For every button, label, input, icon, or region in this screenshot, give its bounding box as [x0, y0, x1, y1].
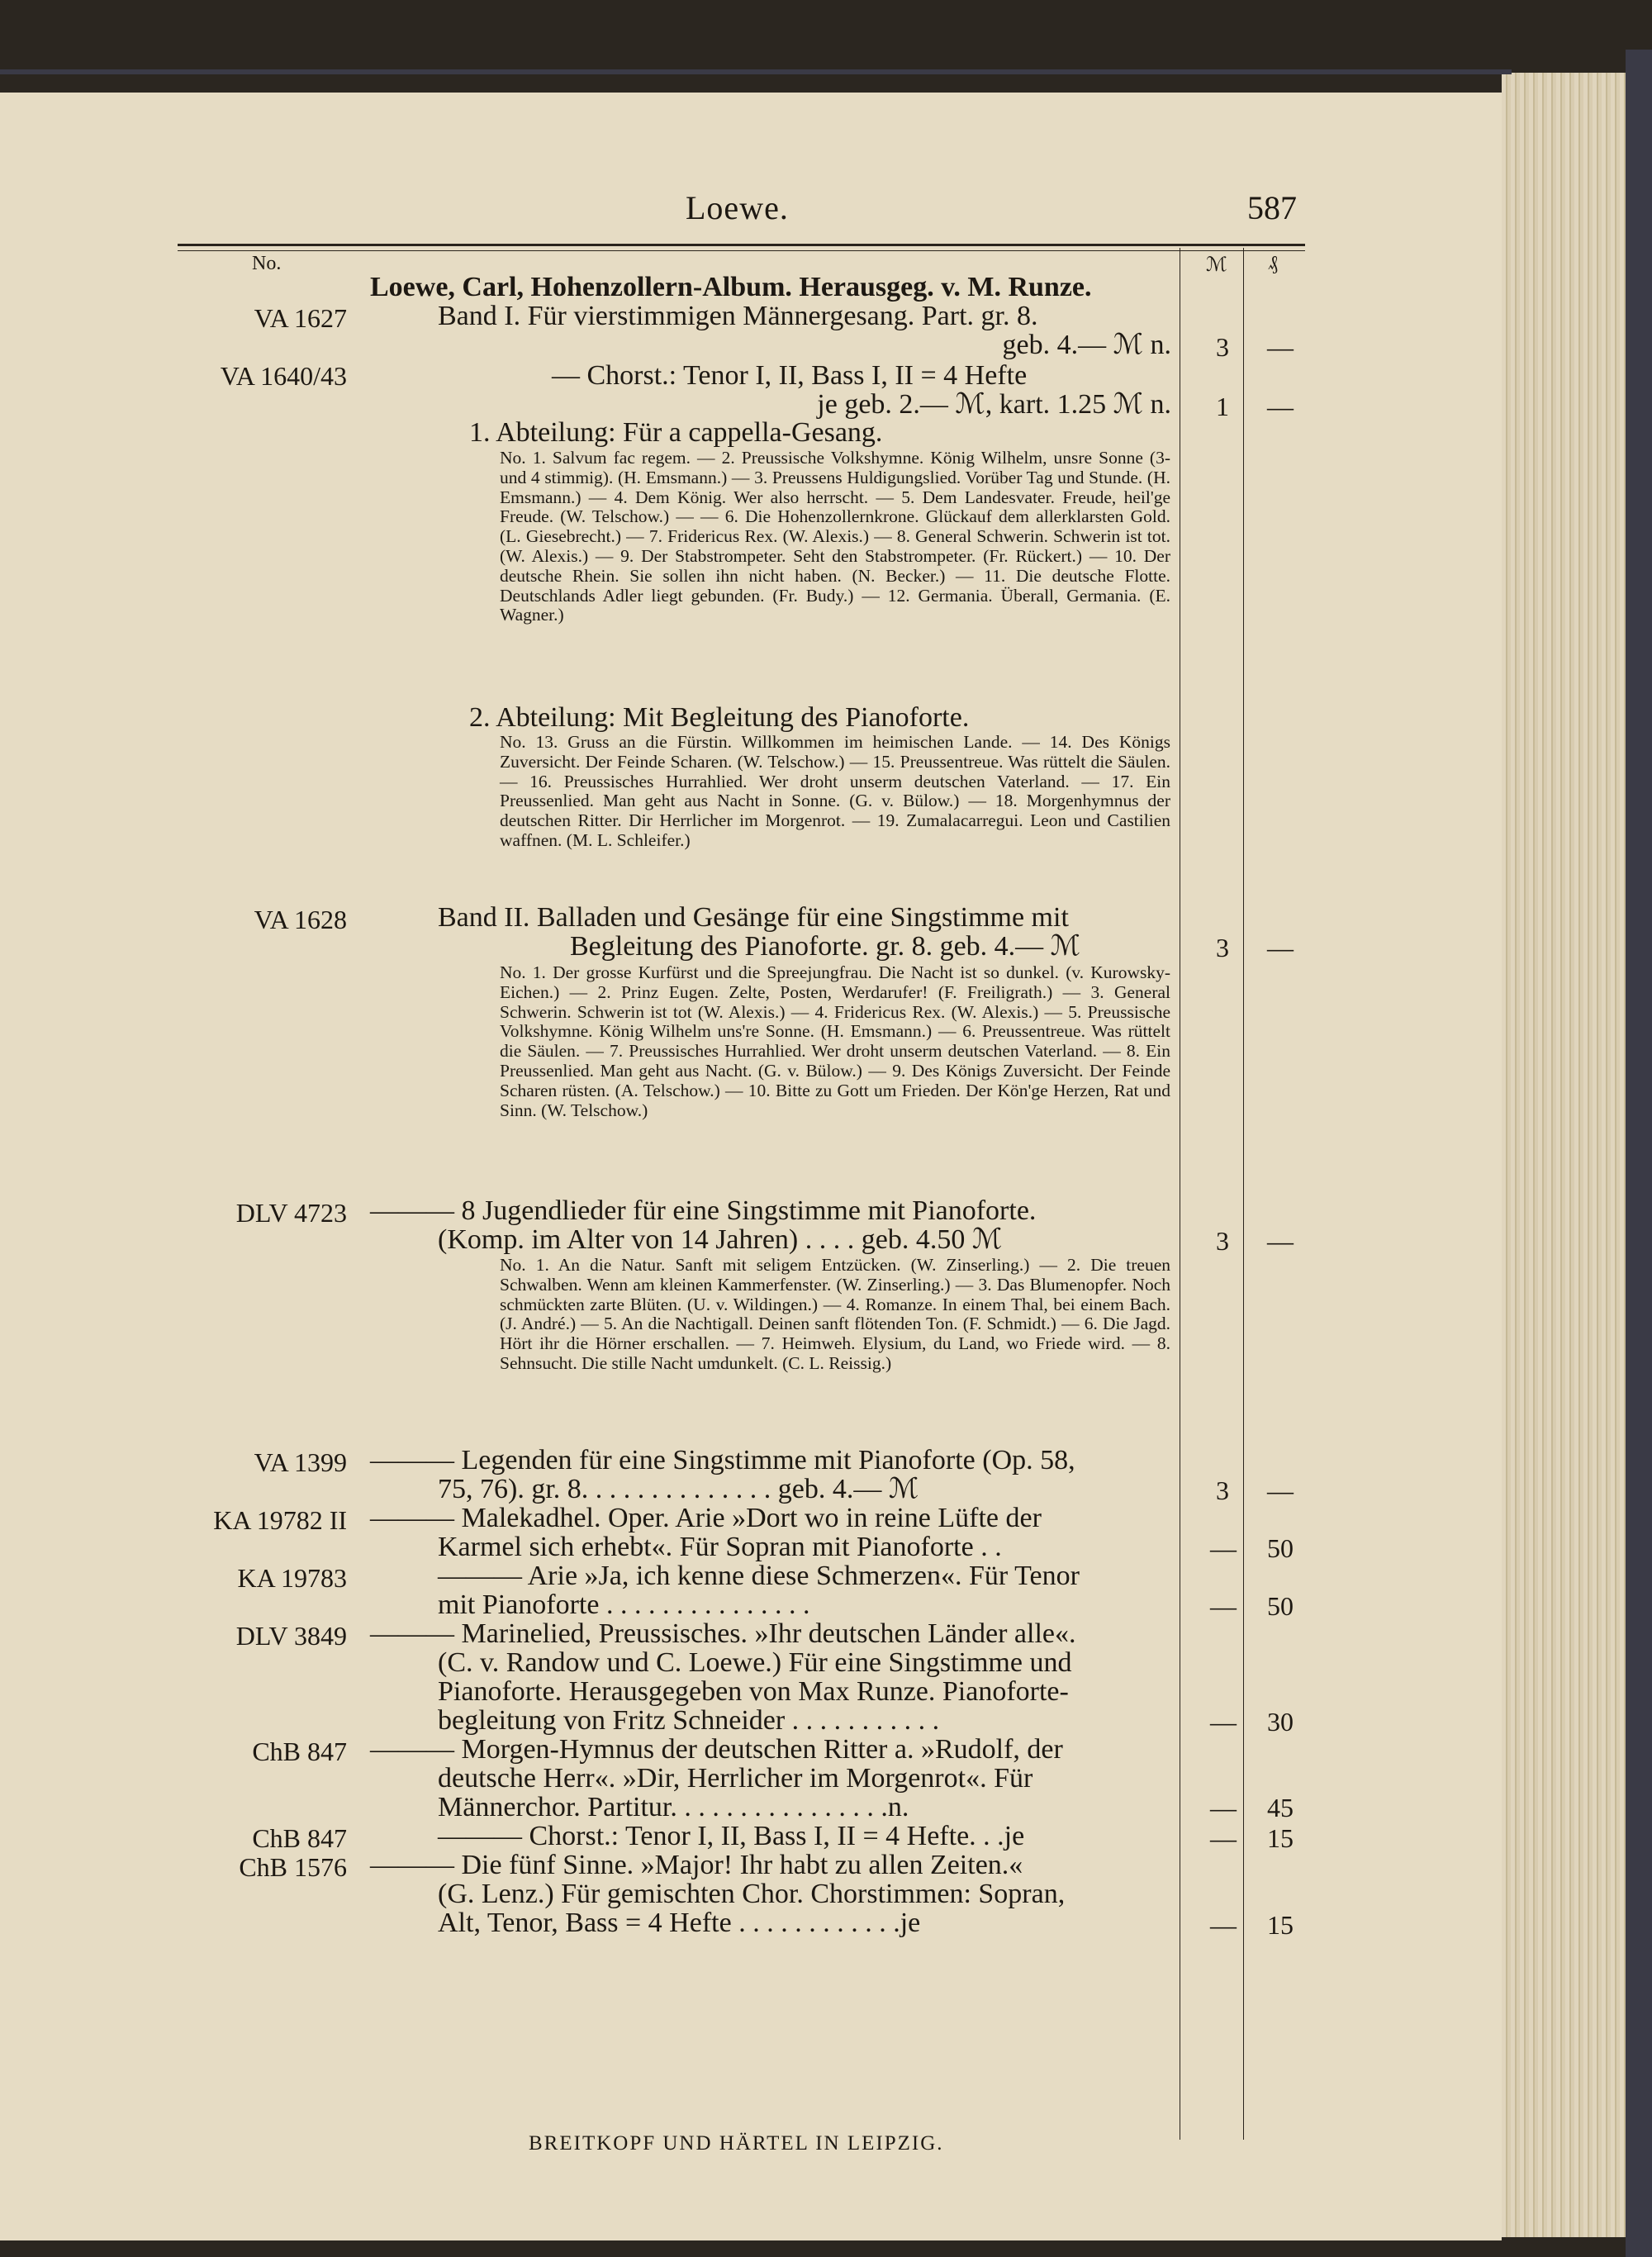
- entry-text: [552, 361, 1171, 419]
- header-rule-thick: [178, 244, 1305, 246]
- entry-line: ——— Legenden für eine Singstimme mit Pianoforte (Op. 58,: [370, 1445, 1075, 1475]
- price-mark: —: [1210, 1707, 1237, 1737]
- price-mark: —: [1210, 1793, 1237, 1822]
- price-pf: 45: [1267, 1793, 1294, 1822]
- column-divider-price: [1243, 248, 1244, 2140]
- section-heading: [469, 703, 1171, 732]
- price-mark: 3: [1216, 332, 1229, 362]
- entry-line: 75, 76). gr. 8. . . . . . . . . . . . . . geb. 4.— ℳ: [438, 1474, 919, 1504]
- contents-list: No. 13. Gruss an die Fürstin. Willkommen im heimischen Lande. — 14. Des Königs Zuversicht. Der Feinde Scharen. (W. Telschow.) — 15. Preussentreue. Was rüttelt die Säulen. — 16. Preussisches Hurrahlied. Wer droht unserm deutschen Vaterland. — 17. Ein Preussenlied. Man geht aus Nacht in Sonne. (G. v. Bülow.) — 18. Morgenhymnus der deutschen Ritter. Dir Herrlicher im Morgenrot. — 19. Zumalacarregui. Leon und Castilien waffnen. (M. L. Schleifer.): [500, 732, 1170, 850]
- page-number: 587: [1247, 189, 1297, 226]
- contents-list: No. 1. An die Natur. Sanft mit seligem Entzücken. (W. Zinserling.) — 2. Die treuen Schwalben. Wenn am kleinen Kammerfenster. (W. Zinserling.) — 3. Das Blumenopfer. Noch schmückten zarte Blüten. (U. v. Wildingen.) — 4. Romanze. In einem Thal, bei einem Bach. (J. André.) — 5. An die Nachtigall. Deinen sanft flötenden Ton. (F. Schmidt.) — 6. Die Jagd. Hört ihr die Hörner erschallen. — 7. Heimweh. Elysium, du Land, wo Friede wird. — 8. Sehnsucht. Die stille Nacht umdunkelt. (C. L. Reissig.): [500, 1255, 1170, 1373]
- contents-list: No. 1. Der grosse Kurfürst und die Spreejungfrau. Die Nacht ist so dunkel. (v. Kurowsky-Eichen.) — 2. Prinz Eugen. Zelte, Posten, Werdarufer! (F. Freiligrath.) — 3. General Schwerin. Schwerin ist tot (W. Alexis.) — 4. Fridericus Rex. (W. Alexis.) — 5. Preussische Volkshymne. König Wilhelm uns're Sonne. (H. Emsmann.) — 6. Preussentreue. Was rüttelt die Säulen. — 7. Preussisches Hurrahlied. Wer droht unserm deutschen Vaterland. — 8. Ein Preussenlied. Man geht aus Nacht. (G. v. Bülow.) — 9. Des Königs Zuversicht. Der Feinde Scharen rüsten. (A. Telschow.) — 10. Bitte zu Gott um Frieden. Der Kön'ge Herzen, Rat und Sinn. (W. Telschow.): [500, 962, 1170, 1120]
- entry-line: 1. Abteilung: Für a cappella-Gesang.: [469, 417, 883, 448]
- price-mark: 3: [1216, 1475, 1229, 1505]
- price-mark: 3: [1216, 1226, 1229, 1256]
- entry-line: ——— Malekadhel. Oper. Arie »Dort wo in reine Lüfte der: [370, 1503, 1042, 1533]
- catalog-number: KA 19782 II: [213, 1505, 347, 1535]
- catalog-number: ChB 847: [252, 1737, 347, 1766]
- catalog-number: VA 1399: [254, 1447, 347, 1477]
- entry-line: ——— Chorst.: Tenor I, II, Bass I, II = 4 Hefte. . .je: [438, 1821, 1025, 1851]
- entry-text: [370, 1735, 1171, 1822]
- price-pf: —: [1267, 392, 1294, 421]
- entry-line: Loewe, Carl, Hohenzollern-Album. Herausgeg. v. M. Runze.: [370, 272, 1092, 302]
- price-pf: 15: [1267, 1910, 1294, 1940]
- entry-line: Band I. Für vierstimmigen Männergesang. Part. gr. 8.: [438, 301, 1038, 331]
- entry-text: [370, 1446, 1171, 1504]
- entry-line: ——— Die fünf Sinne. »Major! Ihr habt zu allen Zeiten.«: [370, 1850, 1023, 1880]
- entry-line: Band II. Balladen und Gesänge für eine Singstimme mit: [438, 902, 1069, 933]
- entry-text: [438, 1561, 1171, 1619]
- catalog-number: VA 1640/43: [220, 361, 347, 391]
- price-mark: —: [1210, 1910, 1237, 1940]
- price-pf: —: [1267, 933, 1294, 962]
- entry-text: [370, 1619, 1171, 1735]
- price-mark: —: [1210, 1591, 1237, 1621]
- publisher-footer: BREITKOPF UND HÄRTEL IN LEIPZIG.: [529, 2132, 944, 2155]
- header-rule-thin: [178, 250, 1305, 251]
- price-mark: 3: [1216, 933, 1229, 962]
- book-cover-edge: [1626, 50, 1652, 2257]
- catalog-number: VA 1628: [254, 905, 347, 934]
- entry-line: ——— Morgen-Hymnus der deutschen Ritter a. »Rudolf, der: [370, 1734, 1063, 1765]
- entry-line: (G. Lenz.) Für gemischten Chor. Chorstimmen: Sopran,: [438, 1879, 1066, 1909]
- entry-text: [438, 1822, 1171, 1851]
- entry-line: Karmel sich erhebt«. Für Sopran mit Pianoforte . .: [438, 1532, 1002, 1562]
- catalog-number: KA 19783: [237, 1563, 347, 1593]
- price-pf: —: [1267, 1475, 1294, 1505]
- entry-line: ——— Arie »Ja, ich kenne diese Schmerzen«. Für Tenor: [438, 1561, 1080, 1591]
- entry-line: 2. Abteilung: Mit Begleitung des Pianoforte.: [469, 702, 970, 733]
- entry-line: ——— 8 Jugendlieder für eine Singstimme mit Pianoforte.: [370, 1195, 1037, 1226]
- entry-line: ——— Marinelied, Preussisches. »Ihr deutschen Länder alle«.: [370, 1618, 1076, 1649]
- price-mark: —: [1210, 1533, 1237, 1563]
- entry-line: je geb. 2.— ℳ, kart. 1.25 ℳ n.: [817, 389, 1171, 420]
- entry-text: [370, 1196, 1171, 1254]
- catalog-number: VA 1627: [254, 303, 347, 333]
- price-mark: 1: [1216, 392, 1229, 421]
- price-pf: 50: [1267, 1533, 1294, 1563]
- entry-line: mit Pianoforte . . . . . . . . . . . . . . .: [438, 1589, 810, 1620]
- column-header-pf: ₰: [1268, 253, 1278, 274]
- entry-line: — Chorst.: Tenor I, II, Bass I, II = 4 Hefte: [552, 360, 1028, 391]
- page-stack-edge: [1502, 73, 1626, 2237]
- price-pf: —: [1267, 332, 1294, 362]
- catalog-number: ChB 847: [252, 1823, 347, 1853]
- column-header-mark: ℳ: [1206, 254, 1227, 276]
- price-pf: 30: [1267, 1707, 1294, 1737]
- price-pf: 50: [1267, 1591, 1294, 1621]
- price-pf: —: [1267, 1226, 1294, 1256]
- price-mark: —: [1210, 1823, 1237, 1853]
- running-head-title: Loewe.: [686, 189, 789, 226]
- entry-line: Alt, Tenor, Bass = 4 Hefte . . . . . . . . . . . .je: [438, 1908, 921, 1938]
- price-pf: 15: [1267, 1823, 1294, 1853]
- entry-line: Begleitung des Pianoforte. gr. 8. geb. 4.— ℳ: [570, 931, 1081, 962]
- section-heading: [469, 418, 1171, 447]
- entry-line: geb. 4.— ℳ n.: [1002, 330, 1171, 360]
- entry-author-heading: [370, 273, 1171, 302]
- entry-text: [438, 302, 1171, 359]
- entry-line: deutsche Herr«. »Dir, Herrlicher im Morgenrot«. Für: [438, 1763, 1033, 1794]
- catalog-number: DLV 4723: [235, 1198, 347, 1228]
- catalog-number: DLV 3849: [235, 1621, 347, 1651]
- column-header-no: No.: [252, 253, 282, 274]
- catalog-number: ChB 1576: [239, 1852, 347, 1882]
- entry-text: [438, 903, 1171, 961]
- entry-line: Pianoforte. Herausgegeben von Max Runze. Pianoforte-: [438, 1676, 1069, 1707]
- contents-list: No. 1. Salvum fac regem. — 2. Preussische Volkshymne. König Wilhelm, unsre Sonne (3- und 4 stimmig). (H. Emsmann.) — 3. Preussens Huldigungslied. Vorüber Tag und Stunde. (H. Emsmann.) — 4. Dem König. Wer also herrscht. — 5. Dem Landesvater. Freude, heil'ge Freude. (W. Telschow.) — — 6. Die Hohenzollernkrone. Glückauf dem allerklarsten Gold. (L. Giesebrecht.) — 7. Fridericus Rex. (W. Alexis.) — 8. General Schwerin. Schwerin ist tot. (W. Alexis.) — 9. Der Stabstrompeter. Seht den Stabstrompeter. (Fr. Rückert.) — 10. Der deutsche Rhein. Sie sollen ihn nicht haben. (N. Becker.) — 11. Die deutsche Flotte. Deutschlands Adler liegt gebunden. (Fr. Budy.) — 12. Germania. Überall, Germania. (E. Wagner.): [500, 448, 1170, 625]
- entry-line: (C. v. Randow und C. Loewe.) Für eine Singstimme und: [438, 1647, 1072, 1678]
- entry-line: begleitung von Fritz Schneider . . . . . . . . . . .: [438, 1705, 940, 1736]
- entry-text: [370, 1504, 1171, 1561]
- entry-line: Männerchor. Partitur. . . . . . . . . . . . . . . .n.: [438, 1792, 909, 1822]
- entry-text: [370, 1851, 1171, 1937]
- entry-line: (Komp. im Alter von 14 Jahren) . . . . geb. 4.50 ℳ: [438, 1224, 1003, 1255]
- book-spine-band: [0, 69, 1512, 74]
